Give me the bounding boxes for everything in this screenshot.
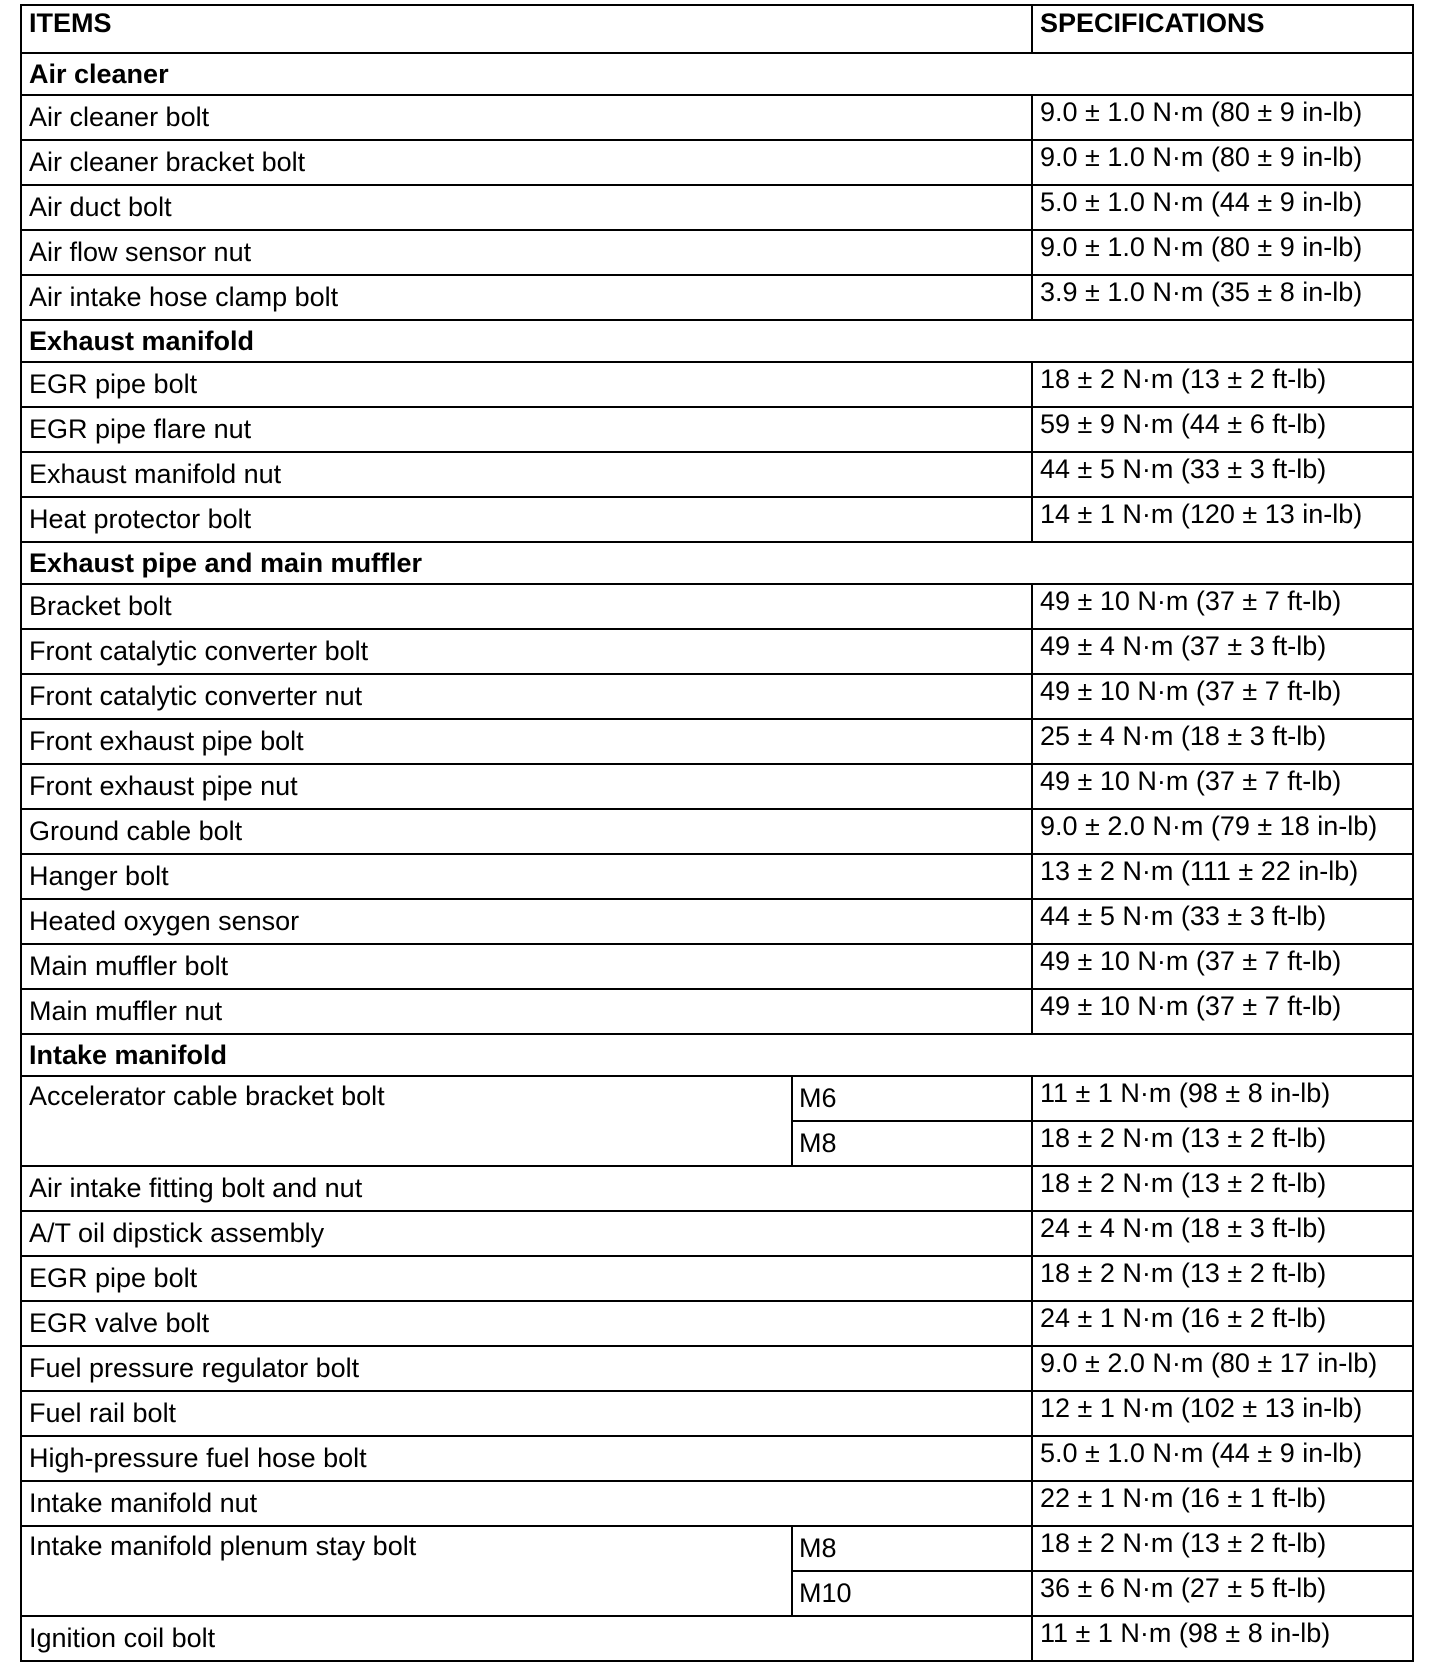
table-row	[21, 584, 1413, 629]
section-title: Exhaust pipe and main muffler	[21, 542, 1413, 584]
table-row	[21, 1211, 1413, 1256]
item-name: Exhaust manifold nut	[21, 452, 1032, 497]
section-title: Intake manifold	[21, 1034, 1413, 1076]
section-title: Air cleaner	[21, 53, 1413, 95]
table-row	[21, 899, 1413, 944]
bolt-size: M8	[792, 1526, 1032, 1571]
table-row	[21, 629, 1413, 674]
table-row	[21, 944, 1413, 989]
torque-spec: 18 ± 2 N·m (13 ± 2 ft-lb)	[1032, 362, 1413, 407]
table-row	[21, 1166, 1413, 1211]
item-name: Front catalytic converter bolt	[21, 629, 1032, 674]
bolt-size: M10	[792, 1571, 1032, 1616]
section-header-row	[21, 1034, 1413, 1076]
item-name: EGR pipe bolt	[21, 362, 1032, 407]
item-name: Air duct bolt	[21, 185, 1032, 230]
torque-spec: 3.9 ± 1.0 N·m (35 ± 8 in-lb)	[1032, 275, 1413, 320]
bolt-size: M8	[792, 1121, 1032, 1166]
torque-spec: 44 ± 5 N·m (33 ± 3 ft-lb)	[1032, 452, 1413, 497]
torque-spec: 25 ± 4 N·m (18 ± 3 ft-lb)	[1032, 719, 1413, 764]
table-row	[21, 185, 1413, 230]
section-header-row	[21, 320, 1413, 362]
torque-spec: 12 ± 1 N·m (102 ± 13 in-lb)	[1032, 1391, 1413, 1436]
section-header-row	[21, 542, 1413, 584]
section-header-row	[21, 53, 1413, 95]
torque-spec: 24 ± 4 N·m (18 ± 3 ft-lb)	[1032, 1211, 1413, 1256]
item-name: Heated oxygen sensor	[21, 899, 1032, 944]
torque-spec: 5.0 ± 1.0 N·m (44 ± 9 in-lb)	[1032, 1436, 1413, 1481]
item-name: A/T oil dipstick assembly	[21, 1211, 1032, 1256]
torque-spec: 49 ± 10 N·m (37 ± 7 ft-lb)	[1032, 674, 1413, 719]
torque-spec: 44 ± 5 N·m (33 ± 3 ft-lb)	[1032, 899, 1413, 944]
item-name: Front catalytic converter nut	[21, 674, 1032, 719]
section-title: Exhaust manifold	[21, 320, 1413, 362]
item-name: Heat protector bolt	[21, 497, 1032, 542]
item-name: Air cleaner bolt	[21, 95, 1032, 140]
table-row	[21, 809, 1413, 854]
item-name: Fuel rail bolt	[21, 1391, 1032, 1436]
bolt-size: M6	[792, 1076, 1032, 1121]
torque-spec: 14 ± 1 N·m (120 ± 13 in-lb)	[1032, 497, 1413, 542]
item-name: Air intake hose clamp bolt	[21, 275, 1032, 320]
item-name: EGR pipe bolt	[21, 1256, 1032, 1301]
item-name: Intake manifold plenum stay bolt	[21, 1526, 792, 1616]
table-row	[21, 1436, 1413, 1481]
table-row	[21, 140, 1413, 185]
item-name: Air intake fitting bolt and nut	[21, 1166, 1032, 1211]
torque-spec: 9.0 ± 2.0 N·m (79 ± 18 in-lb)	[1032, 809, 1413, 854]
table-header-row	[21, 5, 1413, 53]
items-column-header: ITEMS	[21, 5, 1032, 53]
item-name: Accelerator cable bracket bolt	[21, 1076, 792, 1166]
item-name: Front exhaust pipe nut	[21, 764, 1032, 809]
specifications-table-body	[21, 5, 1413, 1661]
table-row	[21, 1301, 1413, 1346]
item-name: Ignition coil bolt	[21, 1616, 1032, 1661]
torque-spec: 9.0 ± 1.0 N·m (80 ± 9 in-lb)	[1032, 230, 1413, 275]
item-name: Hanger bolt	[21, 854, 1032, 899]
specifications-table	[20, 4, 1414, 1662]
table-row	[21, 1526, 1413, 1571]
torque-spec: 18 ± 2 N·m (13 ± 2 ft-lb)	[1032, 1166, 1413, 1211]
specifications-column-header: SPECIFICATIONS	[1032, 5, 1413, 53]
table-row	[21, 1616, 1413, 1661]
item-name: Air flow sensor nut	[21, 230, 1032, 275]
torque-spec: 9.0 ± 2.0 N·m (80 ± 17 in-lb)	[1032, 1346, 1413, 1391]
torque-spec: 59 ± 9 N·m (44 ± 6 ft-lb)	[1032, 407, 1413, 452]
item-name: High-pressure fuel hose bolt	[21, 1436, 1032, 1481]
item-name: EGR pipe flare nut	[21, 407, 1032, 452]
table-row	[21, 1076, 1413, 1121]
table-row	[21, 989, 1413, 1034]
torque-spec: 5.0 ± 1.0 N·m (44 ± 9 in-lb)	[1032, 185, 1413, 230]
table-row	[21, 674, 1413, 719]
item-name: Bracket bolt	[21, 584, 1032, 629]
item-name: Air cleaner bracket bolt	[21, 140, 1032, 185]
table-row	[21, 1391, 1413, 1436]
torque-spec: 49 ± 10 N·m (37 ± 7 ft-lb)	[1032, 989, 1413, 1034]
item-name: Intake manifold nut	[21, 1481, 1032, 1526]
torque-spec: 49 ± 10 N·m (37 ± 7 ft-lb)	[1032, 944, 1413, 989]
table-row	[21, 95, 1413, 140]
item-name: EGR valve bolt	[21, 1301, 1032, 1346]
table-row	[21, 362, 1413, 407]
table-row	[21, 719, 1413, 764]
item-name: Main muffler nut	[21, 989, 1032, 1034]
table-row	[21, 1346, 1413, 1391]
table-row	[21, 275, 1413, 320]
table-row	[21, 1256, 1413, 1301]
table-row	[21, 854, 1413, 899]
torque-spec: 22 ± 1 N·m (16 ± 1 ft-lb)	[1032, 1481, 1413, 1526]
torque-spec: 13 ± 2 N·m (111 ± 22 in-lb)	[1032, 854, 1413, 899]
table-row	[21, 452, 1413, 497]
torque-spec: 36 ± 6 N·m (27 ± 5 ft-lb)	[1032, 1571, 1413, 1616]
torque-spec: 9.0 ± 1.0 N·m (80 ± 9 in-lb)	[1032, 95, 1413, 140]
torque-spec: 11 ± 1 N·m (98 ± 8 in-lb)	[1032, 1076, 1413, 1121]
torque-spec: 18 ± 2 N·m (13 ± 2 ft-lb)	[1032, 1256, 1413, 1301]
torque-spec: 49 ± 4 N·m (37 ± 3 ft-lb)	[1032, 629, 1413, 674]
table-row	[21, 764, 1413, 809]
torque-spec: 9.0 ± 1.0 N·m (80 ± 9 in-lb)	[1032, 140, 1413, 185]
item-name: Fuel pressure regulator bolt	[21, 1346, 1032, 1391]
table-row	[21, 1481, 1413, 1526]
torque-spec: 11 ± 1 N·m (98 ± 8 in-lb)	[1032, 1616, 1413, 1661]
torque-spec: 18 ± 2 N·m (13 ± 2 ft-lb)	[1032, 1121, 1413, 1166]
table-row	[21, 230, 1413, 275]
item-name: Ground cable bolt	[21, 809, 1032, 854]
torque-spec: 49 ± 10 N·m (37 ± 7 ft-lb)	[1032, 584, 1413, 629]
item-name: Front exhaust pipe bolt	[21, 719, 1032, 764]
torque-spec: 49 ± 10 N·m (37 ± 7 ft-lb)	[1032, 764, 1413, 809]
item-name: Main muffler bolt	[21, 944, 1032, 989]
table-row	[21, 497, 1413, 542]
table-row	[21, 407, 1413, 452]
torque-spec: 18 ± 2 N·m (13 ± 2 ft-lb)	[1032, 1526, 1413, 1571]
torque-spec: 24 ± 1 N·m (16 ± 2 ft-lb)	[1032, 1301, 1413, 1346]
